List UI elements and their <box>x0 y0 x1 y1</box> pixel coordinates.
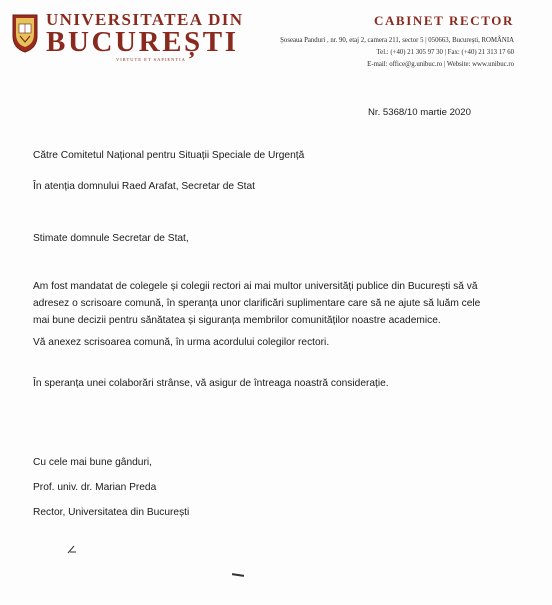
signature-mark <box>66 544 78 554</box>
office-title: CABINET RECTOR <box>373 13 514 28</box>
office-address: Șoseaua Panduri , nr. 90, etaj 2, camera 211, sector 5 | 050663, București, ROMÂNIA <box>280 37 514 44</box>
paragraph1-line: adresez o scrisoare comună, în speranța unor clarificări suplimentare care să ne ajute să luăm cele <box>33 298 481 309</box>
signatory-name: Prof. univ. dr. Marian Preda <box>33 482 157 493</box>
paragraph1-line: Am fost mandatat de colegele și colegii rectori ai mai multor universități publice din București să vă <box>33 281 478 292</box>
recipient-line: Către Comitetul Național pentru Situații Speciale de Urgență <box>33 150 305 161</box>
scan-mark <box>232 573 244 577</box>
attention-line: În atenția domnului Raed Arafat, Secretar de Stat <box>33 181 255 192</box>
paragraph1-line: mai bune decizii pentru sănătatea și siguranța membrilor comunităților noastre academice. <box>33 315 441 326</box>
salutation: Stimate domnule Secretar de Stat, <box>33 233 189 244</box>
office-email-web: E-mail: office@g.unibuc.ro | Website: www.unibuc.ro <box>367 61 514 68</box>
reference-number: Nr. 5368/10 martie 2020 <box>368 107 471 118</box>
office-phone-fax: Tel.: (+40) 21 305 97 30 | Fax: (+40) 21 313 17 60 <box>376 49 514 56</box>
university-name-line1: UNIVERSITATEA DIN <box>46 10 244 29</box>
paragraph2: Vă anexez scrisoarea comună, în urma acordului colegilor rectori. <box>33 337 330 348</box>
closing-line: Cu cele mai bune gânduri, <box>33 457 152 468</box>
signatory-title: Rector, Universitatea din București <box>33 507 190 518</box>
university-name-line2: BUCUREȘTI <box>46 26 239 58</box>
university-tagline: VIRTUTE ET SAPIENTIA <box>116 57 186 62</box>
university-crest-icon <box>10 12 40 54</box>
paragraph3: În speranța unei colaborări strânse, vă asigur de întreaga noastră considerație. <box>33 378 389 389</box>
